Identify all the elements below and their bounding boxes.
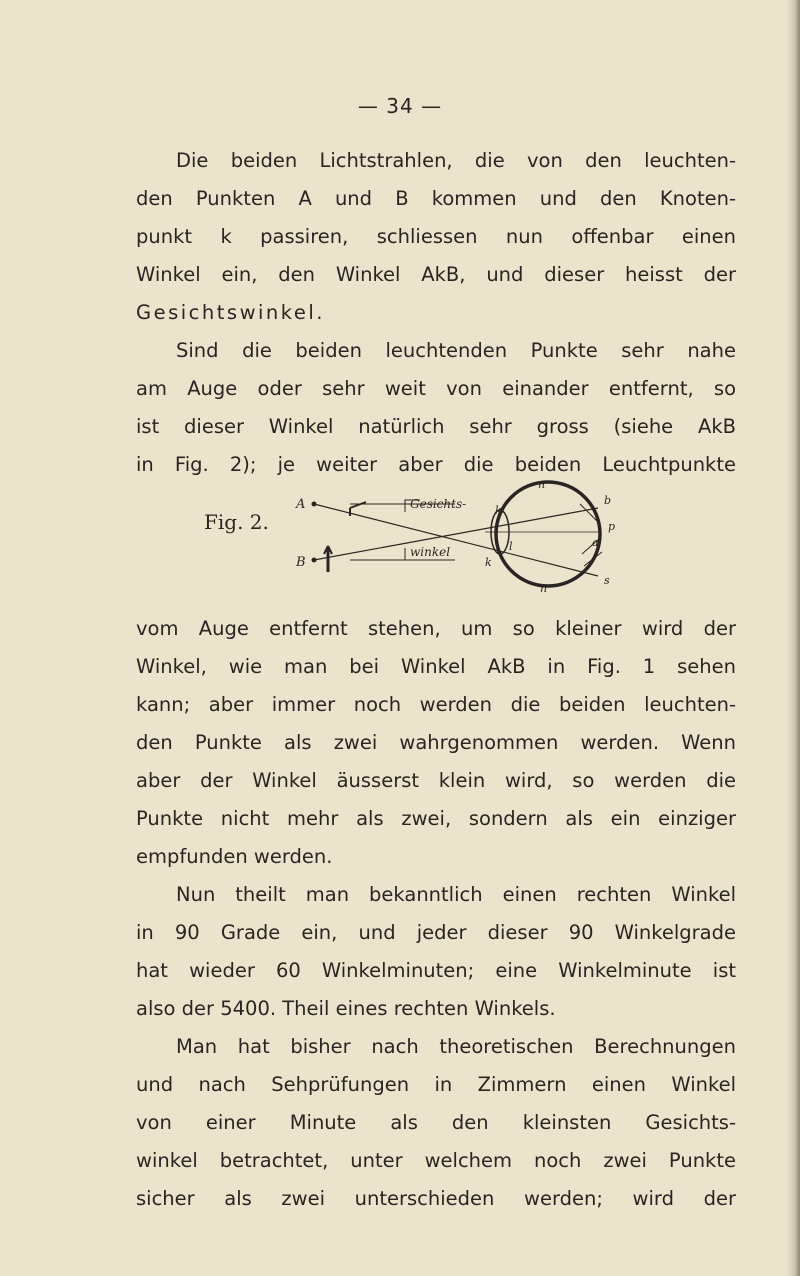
text-line: in 90 Grade ein, und jeder dieser 90 Winkelgrade <box>136 921 736 944</box>
text-line: Nun theilt man bekanntlich einen rechten Winkel <box>176 883 736 906</box>
text-line: Sind die beiden leuchtenden Punkte sehr nahe <box>176 339 736 362</box>
label-a: A <box>296 497 306 512</box>
text-line: ist dieser Winkel natürlich sehr gross (siehe AkB <box>136 415 736 438</box>
text-line: aber der Winkel äusserst klein wird, so werden die <box>136 769 736 792</box>
defined-term: Gesichtswinkel. <box>136 301 326 324</box>
label-s: s <box>604 574 610 587</box>
page-number: — 34 — <box>357 94 443 118</box>
label-b-retina: b <box>604 494 612 507</box>
text-line: von einer Minute als den kleinsten Gesichts- <box>136 1111 736 1134</box>
text-line: und nach Sehprüfungen in Zimmern einen Winkel <box>136 1073 736 1096</box>
eye-angle-diagram <box>280 474 630 604</box>
label-p: p <box>608 520 616 533</box>
label-a-retina: a <box>592 536 599 549</box>
text-line: also der 5400. Theil eines rechten Winkels. <box>136 997 556 1020</box>
text-line: Winkel ein, den Winkel AkB, und dieser heisst der <box>136 263 736 286</box>
text-line: hat wieder 60 Winkelminuten; eine Winkelminute ist <box>136 959 736 982</box>
text-line: den Punkten A und B kommen und den Knoten- <box>136 187 736 210</box>
figure-label: Fig. 2. <box>204 510 269 534</box>
text-line: Punkte nicht mehr als zwei, sondern als ein einziger <box>136 807 736 830</box>
text-line: empfunden werden. <box>136 845 333 868</box>
text-line: vom Auge entfernt stehen, um so kleiner wird der <box>136 617 736 640</box>
caption-gesichts: Gesichts- <box>410 497 467 511</box>
text-line: Man hat bisher nach theoretischen Berechnungen <box>176 1035 736 1058</box>
text-line: Winkel, wie man bei Winkel AkB in Fig. 1 sehen <box>136 655 736 678</box>
label-l: l <box>509 540 513 553</box>
text-line: winkel betrachtet, unter welchem noch zwei Punkte <box>136 1149 736 1172</box>
label-n-top: n <box>538 478 546 491</box>
text-line: den Punkte als zwei wahrgenommen werden. Wenn <box>136 731 736 754</box>
label-k-upper: k <box>495 504 502 517</box>
text-line: am Auge oder sehr weit von einander entfernt, so <box>136 377 736 400</box>
label-n-bottom: n <box>540 582 548 595</box>
caption-winkel: winkel <box>410 545 451 559</box>
text-line: sicher als zwei unterschieden werden; wird der <box>136 1187 736 1210</box>
text-line: Die beiden Lichtstrahlen, die von den leuchten- <box>176 149 736 172</box>
ray-a <box>314 504 598 576</box>
label-k-lower: k <box>485 556 492 569</box>
label-b: B <box>296 555 306 570</box>
text-line: punkt k passiren, schliessen nun offenbar einen <box>136 225 736 248</box>
text-line: kann; aber immer noch werden die beiden leuchten- <box>136 693 736 716</box>
ray-b <box>314 508 598 560</box>
page-edge-shadow <box>786 0 800 1276</box>
text-line: in Fig. 2); je weiter aber die beiden Leuchtpunkte <box>136 453 736 476</box>
eye-ball <box>496 482 600 586</box>
